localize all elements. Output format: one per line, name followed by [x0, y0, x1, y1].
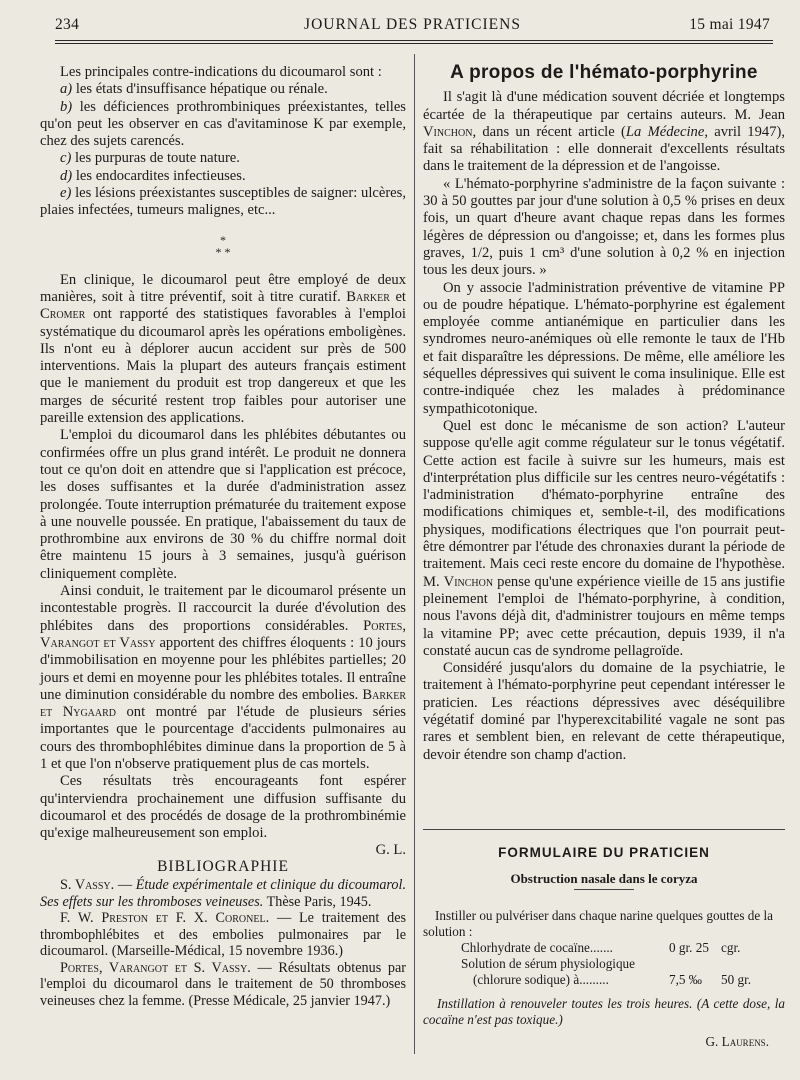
- article-title: A propos de l'hémato-porphyrine: [450, 62, 758, 83]
- paragraph: En clinique, le dicoumarol peut être employé de deux manières, soit à titre préventif, soit à titre curatif. Barker et Cromer ont rapporté des statistiques favorables à l'emploi systématique du dicoumarol après les opérations emboligènes. Ils n'ont eu à déplorer aucun accident sur près de 500 interventions. Mais la plupart des auteurs français estiment que le maniement du produit est trop dangereux et que les marges de sécurité restent trop faibles pour autoriser une pareille extension des applications.: [40, 271, 406, 427]
- formulaire-instruction: Instiller ou pulvériser dans chaque narine quelques gouttes de la solution :: [423, 908, 774, 939]
- paragraph: L'emploi du dicoumarol dans les phlébites débutantes ou confirmées offre un plus grand intérêt. Le produit ne donnera tout ce qu'on doit en attendre que si l'application est précoce, les doses suffisantes et la durée d'administration assez prolongée. Toute interruption prématurée du traitement expose à une nouvelle poussée. En pratique, l'abaissement du taux de prothrombine aux environs de 30 % du chiffre normal doit être maintenu 15 jours à 3 semaines, jusqu'à guérison cliniquement complète.: [40, 427, 406, 582]
- bibliography: [40, 877, 406, 1009]
- header-rule-thin: [55, 43, 773, 44]
- list-item: a) les états d'insuffisance hépatique ou rénale.: [60, 81, 328, 98]
- right-column: [423, 64, 785, 764]
- paragraph: Considéré jusqu'alors du domaine de la psychiatrie, le traitement à l'hémato-porphyrine peut cependant intéresser le praticien. Les réactions dépressives avec déséquilibre végétatif dominé par l'hyperexcitabilité vagale ne sont pas rares et semblent bien, en relevant de cette thérapeutique, devoir étendre son champ d'action.: [423, 660, 785, 763]
- list-item: e) les lésions préexistantes susceptibles de saigner: ulcères, plaies infectées, tumeurs malignes, etc...: [40, 185, 406, 219]
- bibliography-entry: F. W. Preston et F. X. Coronel. — Le traitement des thrombophlébites et des embolies pulmonaires par le dicoumarol. (Marseille-Médical, 15 novembre 1936.): [40, 910, 407, 960]
- paragraph: On y associe l'administration préventive de vitamine PP ou de poudre hépatique. L'hémato-porphyrine est également employée comme antianémique en particulier dans les syndromes neuro-anémiques où elle remonte le taux de l'Hb et fait disparaître les dépressions. De même, elle améliore les séquelles dépressives qui suivent le coma insulinique. Elle est contre-indiquée chez les malades à prédominance sympathicotonique.: [423, 279, 785, 417]
- prescription-row: (chlorure sodique) à......... 7,5 ‰ 50 gr.: [473, 972, 752, 987]
- prescription-row: Solution de sérum physiologique: [461, 956, 635, 971]
- header-rule: [55, 40, 773, 41]
- formulaire-subtitle: Obstruction nasale dans le coryza: [510, 871, 698, 886]
- bibliography-title: BIBLIOGRAPHIE: [157, 857, 289, 875]
- prescription-row: Chlorhydrate de cocaïne....... 0 gr. 25 cgr.: [461, 940, 741, 955]
- journal-title: JOURNAL DES PRATICIENS: [304, 16, 521, 33]
- list-item: d) les endocardites infectieuses.: [60, 167, 246, 184]
- paragraph: Ainsi conduit, le traitement par le dicoumarol présente un incontestable progrès. Il raccourcit la durée d'évolution des phlébites dans des proportions considérables. Portes, Varangot et Vassy apportent des chiffres éloquents : 10 jours d'immobilisation en moyenne pour les phlébites partielles; 20 jours et demi en moyenne pour les phlébites totales. Il entraîne une diminution considérable du nombre des embolies. Barker et Nygaard ont montré par l'étude de plusieurs séries importantes que le pourcentage d'accidents pulmonaires au cours des thrombophlébites diminue dans la proportion de 5 à 1 et que l'on n'observe pratiquement plus de cas mortels.: [40, 583, 406, 772]
- bibliography-entry: Portes, Varangot et S. Vassy. — Résultats obtenus par l'emploi du dicoumarol dans le traitement de 50 thromboses veineuses chez la femme. (Presse Médicale, 25 janvier 1947.): [40, 959, 407, 1009]
- paragraph: Quel est donc le mécanisme de son action? L'auteur suppose qu'elle agit comme régulateur sur le tonus végétatif. Cette action est facile à suivre sur les humeurs, mais est d'interprétation plus difficile sur les centres neuro-végétatifs : l'administration d'hémato-porphyrine entraîne des modifications chimiques et, semble-t-il, des modifications physiques, modifications électriques que l'on pourrait peut-être démontrer par l'étude des chronaxies durant la période de traitement. Mais ceci reste encore du domaine de l'hypothèse. M. Vinchon pense qu'une expérience vieille de 15 ans justifie pleinement l'emploi de l'hémato-porphyrine, à condition, nous l'avons déjà dit, d'administrer toujours en même temps la vitamine PP; avec cette précaution, depuis 1939, il n'a constaté aucun cas de syndrome pellagroïde.: [423, 417, 785, 659]
- running-header: [55, 16, 770, 38]
- list-item: b) les déficiences prothrombiniques préexistantes, telles qu'on peut les observer en cas d'avitaminose K par exemple, chez des sujets carencés.: [40, 98, 406, 150]
- formulaire-rule: [423, 829, 785, 830]
- column-divider: [414, 54, 415, 1054]
- subtitle-dash: [574, 889, 634, 890]
- quote-paragraph: « L'hémato-porphyrine s'administre de la façon suivante : 30 à 50 gouttes par jour d'une solution à 0,5 % prises en deux fois, un quart d'heure avant chaque repas dans les formes légères de dépression ou d'angoisse; et, dans les formes plus graves, 1/2, puis 1 cm³ d'une solution à 0,2 % en injection tous les deux jours. »: [423, 175, 785, 279]
- list-item: c) les purpuras de toute nature.: [60, 150, 240, 167]
- left-column: [40, 64, 406, 1009]
- issue-date: 15 mai 1947: [689, 16, 770, 33]
- formulaire-note: Instillation à renouveler toutes les trois heures. (A cette dose, la cocaïne n'est pas toxique.): [423, 996, 785, 1027]
- page-number: 234: [55, 16, 80, 33]
- paragraph: Ces résultats très encourageants font espérer qu'interviendra prochainement une diffusion suffisante du dicoumarol et des procédés de dosage de la prothrombinémie qu'exige malheureusement son emploi.: [40, 773, 406, 842]
- author-signature: G. L.: [375, 842, 406, 859]
- formulaire-box: [423, 845, 785, 1050]
- paragraph: Il s'agit là d'une médication souvent décriée et longtemps écartée de la thérapeutique par certains auteurs. M. Jean Vinchon, dans un récent article (La Médecine, avril 1947), fait sa réhabilitation : elle donnerait d'excellents résultats dans le traitement de la dépression et de l'angoisse.: [423, 89, 785, 175]
- formulaire-signature: G. Laurens.: [705, 1034, 769, 1049]
- contraindications-intro: Les principales contre-indications du dicoumarol sont :: [60, 64, 382, 80]
- section-separator: * * *: [215, 232, 231, 259]
- formulaire-title: FORMULAIRE DU PRATICIEN: [498, 845, 710, 860]
- bibliography-entry: S. Vassy. — Étude expérimentale et clinique du dicoumarol. Ses effets sur les thromboses veineuses. Thèse Paris, 1945.: [40, 877, 406, 910]
